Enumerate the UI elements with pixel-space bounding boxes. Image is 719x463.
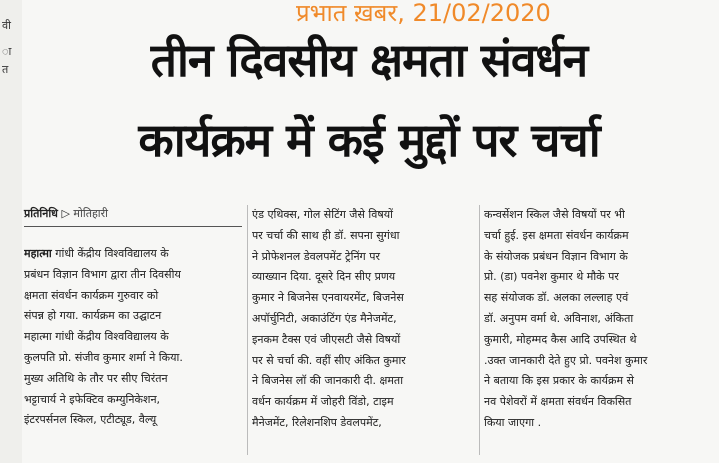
article-line: मुख्य अतिथि के तौर पर सीए चिरंतन: [24, 371, 168, 385]
edge-fragment: त: [2, 63, 9, 76]
article-line: ने बताया कि इस प्रकार के कार्यक्रम से: [484, 374, 634, 388]
article-line: पर से चर्चा की. वहीं सीए अंकित कुमार: [252, 353, 406, 367]
article-line: चर्चा हुई. इस क्षमता संवर्धन कार्यक्रम: [484, 228, 629, 242]
article-line: महात्मा गांधी केंद्रीय विश्वविद्यालय के: [24, 247, 169, 260]
adjacent-article-edge: [0, 0, 22, 463]
headline-line-1: तीन दिवसीय क्षमता संवर्धन: [150, 33, 588, 87]
article-column-2: [252, 205, 474, 434]
headline-line-2: कार्यक्रम में कई मुद्दों पर चर्चा: [138, 113, 600, 167]
article-line: प्रबंधन विज्ञान विभाग द्वारा तीन दिवसीय: [24, 267, 181, 281]
triangle-icon: ▷: [61, 207, 70, 220]
article-line: क्षमता संवर्धन कार्यक्रम गुरुवार को: [24, 288, 159, 302]
article-column-3: [484, 205, 698, 434]
article-line: कुलपति प्रो. संजीव कुमार शर्मा ने किया.: [24, 350, 183, 364]
column-divider: [247, 205, 248, 455]
dateline: [24, 206, 108, 221]
article-line: प्रो. (डा) पवनेश कुमार थे मौके पर: [484, 270, 619, 284]
article-line: इंटरपर्सनल स्किल, एटीट्यूड, वैल्यू: [24, 413, 157, 427]
article-line: कुमारी, मोहम्मद कैस आदि उपस्थित थे: [484, 332, 637, 346]
article-line: मैनेजमेंट, रिलेशनशिप डेवलपमेंट,: [252, 415, 382, 429]
article-line: ने प्रोफेशनल डेवलपमेंट ट्रेनिंग पर: [252, 249, 380, 263]
article-line: इनकम टैक्स एवं जीएसटी जैसे विषयों: [252, 332, 401, 346]
article-line: सह संयोजक डॉ. अलका लल्लाह एवं: [484, 291, 629, 305]
article-line: संपन्न हो गया. कार्यक्रम का उद्घाटन: [24, 309, 162, 323]
edge-fragment: वी: [2, 19, 11, 32]
article-line: डॉ. अनुपम वर्मा थे. अविनाश, अंकिता: [484, 311, 634, 325]
article-line: वर्धन कार्यक्रम में जोहरी विंडो, टाइम: [252, 395, 394, 409]
article-line: अपॉर्चुनिटी, अकाउंटिंग एंड मैनेजमेंट,: [252, 311, 397, 325]
article-line: .उक्त जानकारी देते हुए प्रो. पवनेश कुमार: [484, 353, 648, 367]
article-line: व्याख्यान दिया. दूसरे दिन सीए प्रणय: [252, 270, 396, 284]
column-divider: [479, 205, 480, 455]
article-line: कन्वर्सेशन स्किल जैसे विषयों पर भी: [484, 208, 625, 221]
article-line: नव पेशेवरों में क्षमता संवर्धन विकसित: [484, 395, 632, 409]
article-line: एंड एथिक्स, गोल सेटिंग जैसे विषयों: [252, 208, 393, 221]
source-date-stamp: प्रभात ख़बर, 21/02/2020: [296, 0, 551, 27]
article-line: कुमार ने बिजनेस एनवायरमेंट, बिजनेस: [252, 291, 404, 305]
edge-fragment: ा: [2, 45, 12, 58]
article-line: किया जाएगा .: [484, 415, 542, 429]
lead-word: महात्मा: [24, 247, 52, 260]
article-line: ने बिजनेस लॉ की जानकारी दी. क्षमता: [252, 374, 404, 388]
article-line: महात्मा गांधी केंद्रीय विश्वविद्यालय के: [24, 330, 169, 344]
dateline-place: मोतिहारी: [73, 207, 109, 220]
dateline-divider: [24, 226, 242, 227]
article-line: के संयोजक प्रबंधन विज्ञान विभाग के: [484, 249, 628, 263]
article-line: भट्टाचार्य ने इफेक्टिव कम्युनिकेशन,: [24, 392, 161, 406]
article-line: पर चर्चा की साथ ही डॉ. सपना सुगंधा: [252, 228, 400, 242]
reporter-credit: प्रतिनिधि: [24, 207, 58, 220]
article-column-1: [24, 244, 242, 431]
